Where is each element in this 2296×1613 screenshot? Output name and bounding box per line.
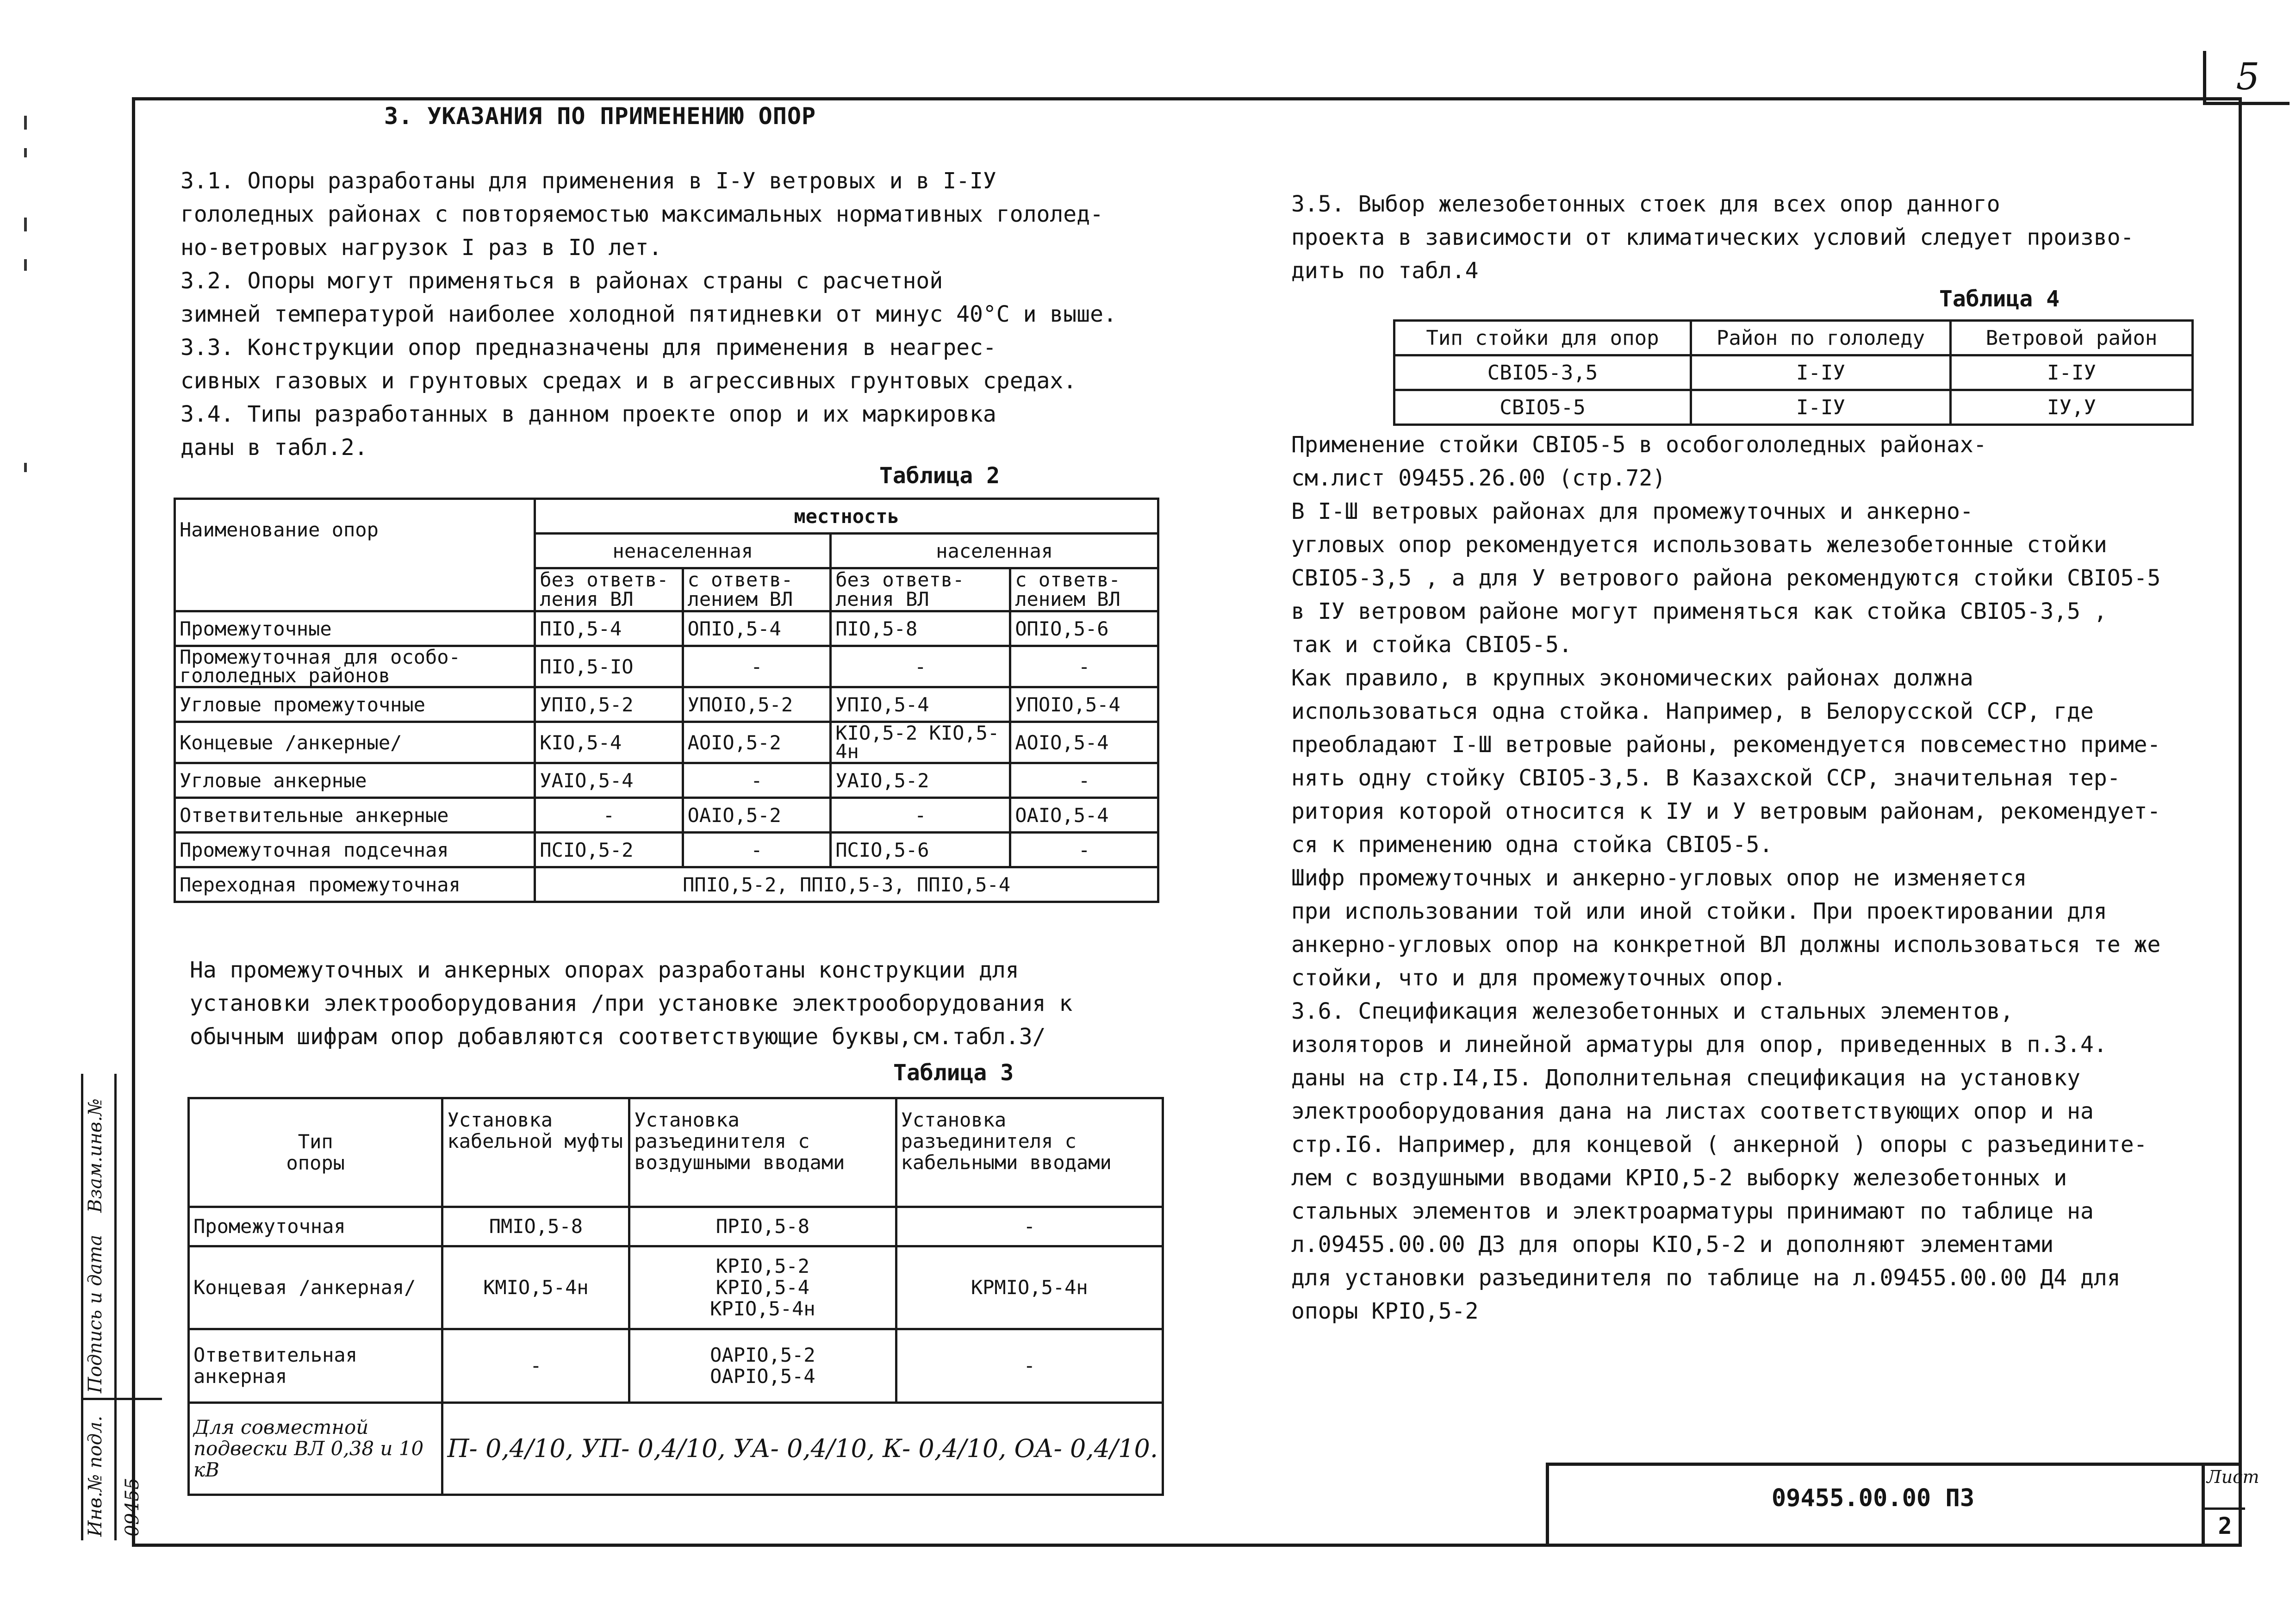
text-line: даны в табл.2. [180,435,368,461]
text-line: стр.I6. Например, для концевой ( анкерной ) опоры с разъедините- [1291,1132,2147,1158]
sheet-cell [2202,1466,2259,1544]
para-3-5 [1291,187,2134,287]
table2-cell: УАIO,5-2 [831,763,1010,798]
table3-cell: - [442,1329,629,1403]
table2-cell: - [1010,646,1158,687]
table3-caption: Таблица 3 [893,1060,1014,1086]
table2-col-header: без ответв-ления ВЛ [831,568,1010,611]
table2-col-header: без ответв-ления ВЛ [535,568,683,611]
table2-header-group: местность [535,499,1158,534]
table2-cell: ПIO,5-4 [535,611,683,646]
table2-cell: ПIO,5-8 [831,611,1010,646]
table3-joint-value: П- 0,4/10, УП- 0,4/10, УА- 0,4/10, К- 0,4/10, ОА- 0,4/10. [442,1403,1163,1495]
text-line: 3.1. Опоры разработаны для применения в I-У ветровых и в I-IУ [180,168,996,194]
table2-header-name: Наименование опор [175,499,535,611]
table2-cell: КIO,5-2 КIO,5-4н [831,722,1010,763]
text-line: анкерно-угловых опор на конкретной ВЛ должны использоваться те же [1291,932,2161,958]
table3-row-type: Ответвительная анкерная [189,1329,442,1403]
table-row [189,1329,1163,1403]
text-line: проекта в зависимости от климатических условий следует произво- [1291,224,2134,250]
text-line: при использовании той или иной стойки. При проектировании для [1291,898,2107,924]
stamp-inv-value: 09455 [122,1477,143,1537]
table3-cell: - [896,1329,1163,1403]
table2-cell: - [831,646,1010,687]
table2-cell: - [683,646,831,687]
text-line: но-ветровых нагрузок I раз в IO лет. [180,235,662,261]
text-line: для установки разъединителя по таблице на л.09455.00.00 Д4 для [1291,1265,2121,1291]
table2-cell: ОПIO,5-4 [683,611,831,646]
table-row [1394,355,2193,390]
table3-header: Установка разъединителя с воздушными вводами [629,1098,896,1207]
table2-row-name: Промежуточная для особо-гололедных районов [175,646,535,687]
table2-row-name: Переходная промежуточная [175,867,535,902]
table2-col-header: с ответв-лением ВЛ [1010,568,1158,611]
text-line: Шифр промежуточных и анкерно-угловых опор не изменяется [1291,865,2027,891]
text-line: электрооборудования дана на листах соответствующих опор и на [1291,1098,2094,1124]
table2-cell: ПСIO,5-6 [831,833,1010,867]
table3-cell: КРМIO,5-4н [896,1246,1163,1329]
table2-cell: УАIO,5-4 [535,763,683,798]
table2-caption: Таблица 2 [879,463,1000,489]
table4-header: Тип стойки для опор [1394,321,1691,355]
sheet-label: Лист [2207,1467,2259,1487]
table2-cell: УПОIO,5-4 [1010,687,1158,722]
table2-cell: - [535,798,683,833]
text-line: изоляторов и линейной арматуры для опор, приведенных в п.3.4. [1291,1032,2107,1058]
table-row [189,1207,1163,1246]
text-line: На промежуточных и анкерных опорах разработаны конструкции для [190,957,1019,983]
table2-cell: ПIO,5-IO [535,646,683,687]
stamp-strip [81,1074,160,1540]
table3-cell: ОАРIO,5-2 ОАРIO,5-4 [629,1329,896,1403]
table2-cell: ОПIO,5-6 [1010,611,1158,646]
text-line: л.09455.00.00 ДЗ для опоры КIO,5-2 и дополняют элементами [1291,1232,2054,1258]
table2-cell: ПСIO,5-2 [535,833,683,867]
table2-cell: - [831,798,1010,833]
stamp-sign-label: Подпись и дата [85,1234,106,1393]
text-line: 3.3. Конструкции опор предназначены для применения в неагрес- [180,335,996,361]
title-block [1546,1463,2259,1544]
table3-cell: ПМIO,5-8 [442,1207,629,1246]
text-line: гололедных районах с повторяемостью максимальных нормативных гололед- [180,201,1103,227]
text-line: Применение стойки СВIO5-5 в особогололедных районах- [1291,432,1987,458]
table-row [189,1246,1163,1329]
table3-row-type: Концевая /анкерная/ [189,1246,442,1329]
table2-row-name: Промежуточная подсечная [175,833,535,867]
table4-cell: I-IУ [1691,355,1951,390]
text-line: даны на стр.I4,I5. Дополнительная спецификация на установку [1291,1065,2081,1091]
table3-cell: - [896,1207,1163,1246]
text-line: Как правило, в крупных экономических районах должна [1291,665,1973,691]
table-row [175,722,1158,763]
table2-row-name: Промежуточные [175,611,535,646]
text-line: зимней температурой наиболее холодной пятидневки от минус 40°С и выше. [180,301,1117,327]
table3-header: Установка разъединителя с кабельными вводами [896,1098,1163,1207]
document-code: 09455.00.00 ПЗ [1771,1484,1975,1512]
table2-row-name: Ответвительные анкерные [175,798,535,833]
table4-header: Ветровой район [1951,321,2193,355]
table3-row-type: Промежуточная [189,1207,442,1246]
text-line: лем с воздушными вводами КРIO,5-2 выборку железобетонных и [1291,1165,2067,1191]
table2-cell: АОIO,5-2 [683,722,831,763]
text-line: установки электрооборудования /при установке электрооборудования к [190,990,1073,1016]
table2-cell: УПОIO,5-2 [683,687,831,722]
table2-cell: - [683,833,831,867]
text-line: 3.4. Типы разработанных в данном проекте опор и их маркировка [180,401,996,427]
after-table2-text [190,953,1072,1053]
table2-header-inhabited: населенная [831,534,1158,568]
table4-cell: СВIO5-5 [1394,390,1691,425]
table2-cell: ОАIO,5-2 [683,798,831,833]
table2-row-name: Угловые промежуточные [175,687,535,722]
table2-cell: - [683,763,831,798]
text-line: ся к применению одна стойка СВIO5-5. [1291,832,1773,858]
table4-header: Район по гололеду [1691,321,1951,355]
stamp-replace-label: Взам.инв.№ [85,1098,106,1213]
table3-header: Установка кабельной муфты [442,1098,629,1207]
section-heading: 3. УКАЗАНИЯ ПО ПРИМЕНЕНИЮ ОПОР [384,103,816,130]
stamp-inv-label: Инв.№ подл. [85,1415,106,1537]
table4-cell: СВIO5-3,5 [1394,355,1691,390]
table-row [175,867,1158,902]
text-line: угловых опор рекомендуется использовать железобетонные стойки [1291,532,2107,558]
table3-cell: ПРIO,5-8 [629,1207,896,1246]
sheet-number: 2 [2205,1507,2245,1539]
text-line: 3.5. Выбор железобетонных стоек для всех опор данного [1291,191,2000,217]
left-intro-text [180,164,1117,464]
text-line: опоры КРIO,5-2 [1291,1298,1479,1324]
table2-cell-merged: ППIO,5-2, ППIO,5-3, ППIO,5-4 [535,867,1158,902]
table-4 [1393,319,2194,426]
text-line: см.лист 09455.26.00 (стр.72) [1291,465,1666,491]
table3-header: Тип опоры [189,1098,442,1207]
table-row [1394,390,2193,425]
table3-cell: КМIO,5-4н [442,1246,629,1329]
table2-header-uninhabited: ненаселенная [535,534,831,568]
table3-cell: КРIO,5-2 КРIO,5-4 КРIO,5-4н [629,1246,896,1329]
text-line: ритория которой относится к IУ и У ветровым районам, рекомендует- [1291,798,2161,824]
table-row [175,646,1158,687]
table2-cell: - [1010,763,1158,798]
text-line: 3.2. Опоры могут применяться в районах страны с расчетной [180,268,943,294]
table4-cell: I-IУ [1691,390,1951,425]
page-number: 5 [2203,51,2290,105]
table-row [175,798,1158,833]
text-line: В I-Ш ветровых районах для промежуточных и анкерно- [1291,498,1973,524]
table2-cell: - [1010,833,1158,867]
table4-caption: Таблица 4 [1939,286,2060,312]
text-line: в IУ ветровом районе могут применяться как стойка СВIO5-3,5 , [1291,598,2107,624]
right-body-text [1291,428,2160,1328]
text-line: сивных газовых и грунтовых средах и в агрессивных грунтовых средах. [180,368,1077,394]
text-line: обычным шифрам опор добавляются соответствующие буквы,см.табл.3/ [190,1024,1046,1050]
text-line: нять одну стойку СВIO5-3,5. В Казахской ССР, значительная тер- [1291,765,2121,791]
table-row [175,611,1158,646]
text-line: стальных элементов и электроарматуры принимают по таблице на [1291,1198,2094,1224]
table2-cell: УПIO,5-2 [535,687,683,722]
table4-cell: I-IУ [1951,355,2193,390]
text-line: преобладают I-Ш ветровые районы, рекомендуется повсеместно приме- [1291,732,2161,758]
table-row [189,1403,1163,1495]
table2-cell: УПIO,5-4 [831,687,1010,722]
text-line: так и стойка СВIO5-5. [1291,632,1572,658]
table2-cell: АОIO,5-4 [1010,722,1158,763]
table-row [175,763,1158,798]
table2-row-name: Угловые анкерные [175,763,535,798]
table-3 [187,1097,1164,1496]
table4-cell: IУ,У [1951,390,2193,425]
table2-col-header: с ответв-лением ВЛ [683,568,831,611]
text-line: дить по табл.4 [1291,258,1479,284]
text-line: стойки, что и для промежуточных опор. [1291,965,1786,991]
text-line: СВIO5-3,5 , а для У ветрового района рекомендуются стойки СВIO5-5 [1291,565,2161,591]
text-line: использоваться одна стойка. Например, в Белорусской ССР, где [1291,698,2094,724]
table-row [175,687,1158,722]
table2-cell: ОАIO,5-4 [1010,798,1158,833]
table3-joint-label: Для совместной подвески ВЛ 0,38 и 10 кВ [189,1403,442,1495]
table2-cell: КIO,5-4 [535,722,683,763]
text-line: 3.6. Спецификация железобетонных и стальных элементов, [1291,998,2014,1024]
table-2 [174,498,1159,903]
table2-row-name: Концевые /анкерные/ [175,722,535,763]
table-row [175,833,1158,867]
